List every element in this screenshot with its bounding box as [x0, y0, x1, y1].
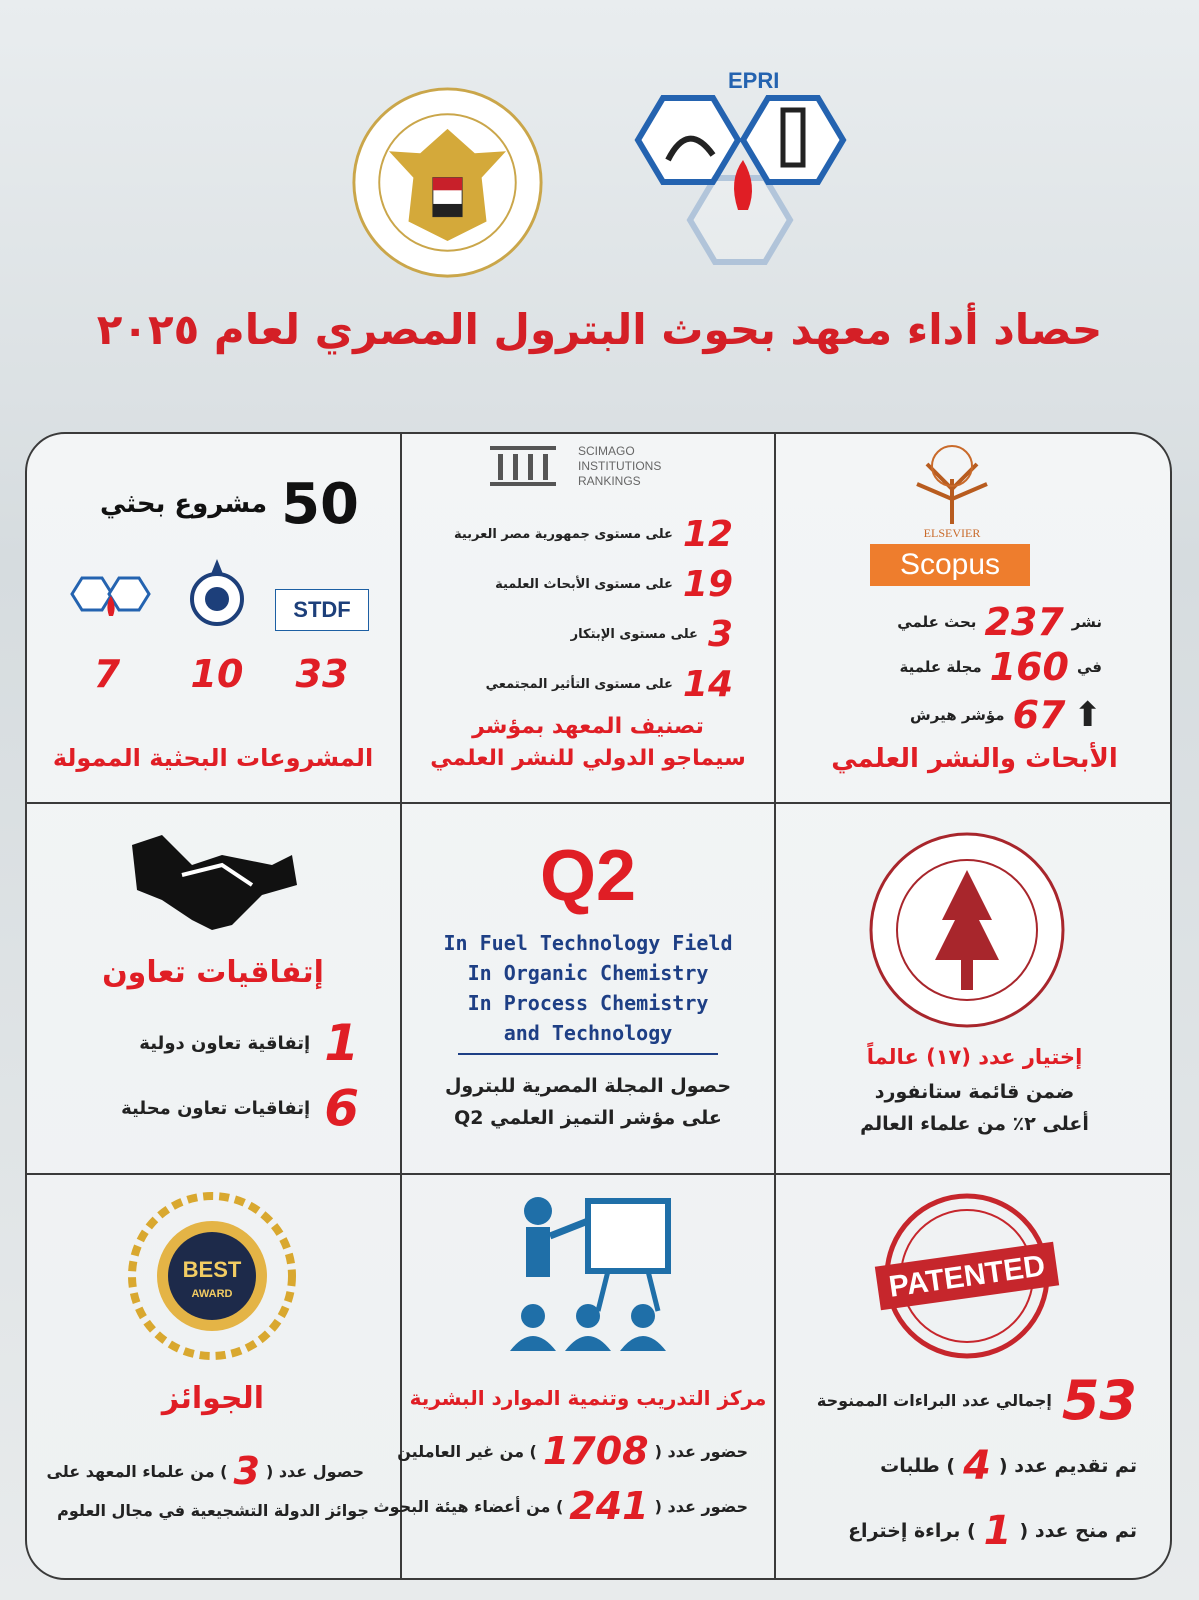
journal-fields	[443, 928, 733, 1048]
published-prefix: نشر	[1071, 613, 1102, 631]
scimago-title-line2: سيماجو الدولي للنشر العلمي	[430, 746, 746, 771]
training-row	[374, 1481, 749, 1531]
journals-label: مجلة علمية	[899, 658, 982, 676]
page-title: حصاد أداء معهد بحوث البترول المصري لعام ٢٠٢٥	[96, 305, 1103, 354]
journal-field: and Technology	[503, 1021, 673, 1045]
hindex-label: مؤشر هيرش	[910, 706, 1005, 724]
awards-card	[27, 1176, 399, 1580]
publishing-title: الأبحاث والنشر العلمي	[831, 744, 1118, 774]
rank-label: على مستوى جمهورية مصر العربية	[453, 526, 673, 542]
rank-value: 12	[682, 513, 733, 555]
scopus-logo: Scopus	[870, 544, 1030, 586]
projects-title: المشروعات البحثية الممولة	[52, 744, 374, 772]
patents-card	[777, 1176, 1172, 1580]
training-value: 241	[569, 1484, 649, 1528]
divider	[27, 1173, 1170, 1175]
granted-suffix: ) براءة إختراع	[848, 1520, 976, 1542]
stanford-card	[777, 805, 1172, 1171]
projects-total-row	[99, 471, 359, 537]
patents-total-value: 53	[1061, 1368, 1137, 1432]
training-value: 1708	[542, 1429, 649, 1473]
divider	[774, 434, 776, 1578]
funder-epri-value: 7	[93, 652, 121, 696]
training-prefix: حضور عدد (	[654, 1496, 748, 1516]
training-prefix: حضور عدد (	[654, 1441, 748, 1461]
projects-total-label: مشروع بحثي	[99, 489, 268, 519]
training-presenter-icon	[498, 1191, 678, 1351]
training-row	[397, 1426, 748, 1476]
training-suffix: ) من غير العاملين	[397, 1441, 537, 1461]
funder-stdf-value: 33	[295, 652, 349, 696]
elsevier-tree-icon	[897, 444, 1007, 524]
awards-title: الجوائز	[161, 1381, 265, 1416]
stdf-logo: STDF	[275, 589, 369, 631]
journals-row	[899, 645, 1102, 689]
training-suffix: ) من أعضاء هيئة البحوث	[373, 1496, 564, 1516]
award-badge	[127, 1191, 297, 1361]
stanford-line1: ضمن قائمة ستانفورد	[874, 1081, 1075, 1103]
journal-field: In Fuel Technology Field	[443, 931, 733, 955]
submitted-prefix: تم تقديم عدد (	[998, 1455, 1137, 1477]
arrow-up-icon: ⬆	[1073, 695, 1102, 735]
rank-row	[454, 514, 733, 554]
awards-value: 3	[233, 1449, 260, 1493]
rank-value: 3	[707, 613, 733, 655]
rank-value: 19	[682, 563, 733, 605]
hindex-value: 67	[1012, 693, 1066, 737]
agreements-title: إتفاقيات تعاون	[102, 955, 324, 990]
training-card	[373, 1176, 773, 1580]
divider	[400, 434, 402, 1578]
stanford-line2: أعلى ٢٪ من علماء العالم	[860, 1113, 1089, 1135]
award-label: BEST	[182, 1257, 242, 1282]
epri-logo-small	[67, 564, 152, 639]
award-label: AWARD	[191, 1288, 233, 1300]
agreement-row	[139, 1015, 359, 1071]
rank-row	[495, 564, 733, 604]
rank-label: على مستوى التأثير المجتمعي	[485, 676, 673, 692]
journal-line2: على مؤشر التميز العلمي Q2	[454, 1107, 722, 1129]
stanford-title: إختيار عدد (١٧) عالماً	[866, 1045, 1083, 1069]
projects-total-value: 50	[281, 471, 359, 537]
stanford-seal	[867, 830, 1067, 1030]
rank-row	[571, 614, 733, 654]
training-title: مركز التدريب وتنمية الموارد البشرية	[409, 1386, 767, 1410]
submitted-suffix: ) طلبات	[880, 1455, 956, 1477]
agreements-card	[27, 805, 399, 1171]
journals-value: 160	[989, 645, 1069, 689]
agreement-value: 6	[324, 1079, 359, 1137]
journal-field: In Process Chemistry	[467, 991, 709, 1015]
agreement-row	[121, 1080, 359, 1136]
agreement-label: إتفاقيات تعاون محلية	[121, 1097, 311, 1119]
journal-card	[403, 805, 773, 1171]
patents-submitted-row	[880, 1441, 1137, 1491]
in-prefix: في	[1077, 658, 1102, 676]
patents-total-row	[816, 1368, 1137, 1432]
infographic-grid	[25, 432, 1172, 1580]
stamp-label: PATENTED	[886, 1249, 1048, 1304]
awards-prefix: حصول عدد (	[265, 1461, 364, 1481]
awards-row	[47, 1446, 364, 1496]
funder-academy-value: 10	[190, 652, 244, 696]
scimago-card	[403, 434, 773, 816]
handshake-icon	[122, 825, 302, 935]
patents-granted-row	[848, 1506, 1137, 1556]
awards-suffix: ) من علماء المعهد على	[46, 1461, 228, 1481]
epri-logo	[618, 60, 868, 270]
papers-value: 237	[984, 600, 1064, 644]
rank-value: 14	[682, 663, 733, 705]
divider	[458, 1053, 718, 1055]
academy-logo	[177, 554, 257, 639]
patented-stamp	[862, 1186, 1072, 1366]
elsevier-label: ELSEVIER	[923, 526, 981, 540]
rank-label: على مستوى الأبحاث العلمية	[495, 576, 673, 592]
publishing-card	[777, 434, 1172, 816]
patents-total-label: إجمالي عدد البراءات الممنوحة	[816, 1390, 1052, 1410]
hindex-row	[910, 693, 1102, 737]
rank-label: على مستوى الإبتكار	[570, 626, 698, 642]
scimago-logo-text: SCIMAGO INSTITUTIONS RANKINGS	[578, 444, 662, 488]
agreement-label: إتفاقية تعاون دولية	[139, 1032, 311, 1054]
papers-label: بحث علمي	[897, 613, 977, 631]
papers-row	[897, 600, 1102, 644]
granted-prefix: تم منح عدد (	[1019, 1520, 1137, 1542]
awards-line2: جوائز الدولة التشجيعية في مجال العلوم	[57, 1501, 369, 1520]
journal-line1: حصول المجلة المصرية للبترول	[444, 1075, 732, 1097]
journal-field: In Organic Chemistry	[467, 961, 709, 985]
svg-text:EPRI: EPRI	[728, 68, 780, 93]
agreement-value: 1	[324, 1014, 359, 1072]
projects-card	[27, 434, 399, 816]
submitted-value: 4	[963, 1443, 991, 1489]
journal-quartile: Q2	[539, 836, 637, 916]
scimago-columns-icon	[488, 444, 558, 489]
ministry-logo	[350, 85, 545, 280]
rank-row	[486, 664, 733, 704]
scimago-title-line1: تصنيف المعهد بمؤشر	[472, 714, 704, 739]
granted-value: 1	[983, 1508, 1012, 1554]
